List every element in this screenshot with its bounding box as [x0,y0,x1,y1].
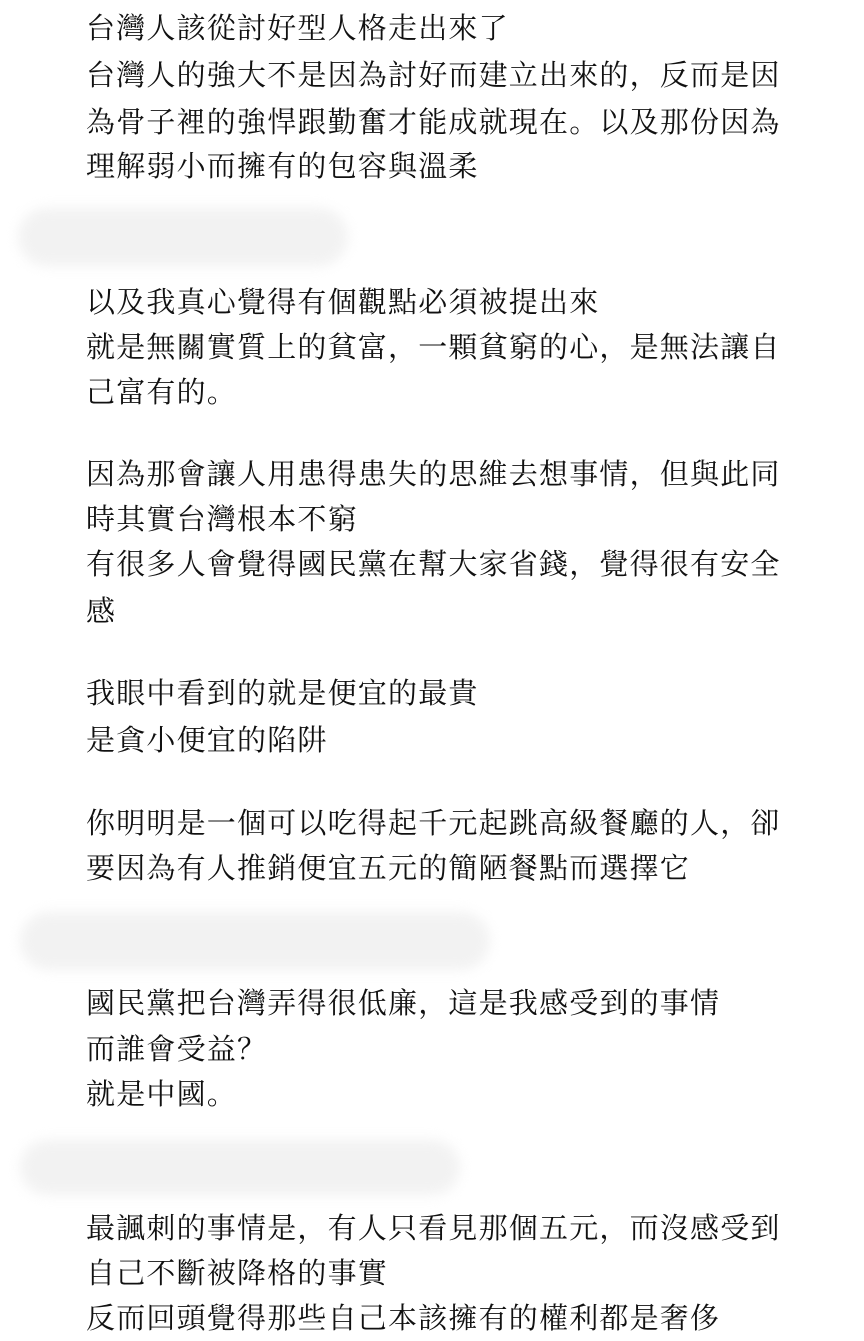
text-line: 你明明是一個可以吃得起千元起跳高級餐廳的人，卻 [86,806,781,840]
text-line: 為骨子裡的強悍跟勤奮才能成就現在。以及那份因為 [86,105,781,139]
redacted-smudge [20,1140,460,1195]
text-line: 是貪小便宜的陷阱 [86,723,328,757]
redacted-smudge [20,912,490,970]
text-line: 有很多人會覺得國民黨在幫大家省錢，覺得很有安全 [86,547,781,581]
text-line: 以及我真心覺得有個觀點必須被提出來 [86,285,600,319]
text-line: 就是無關實質上的貧富，一顆貧窮的心，是無法讓自 [86,330,781,364]
text-line: 台灣人的強大不是因為討好而建立出來的，反而是因 [86,58,781,92]
text-line: 國民黨把台灣弄得很低廉，這是我感受到的事情 [86,986,721,1020]
text-line: 反而回頭覺得那些自己本該擁有的權利都是奢侈 [86,1301,721,1335]
text-line: 而誰會受益？ [86,1032,268,1066]
text-line: 最諷刺的事情是，有人只看見那個五元，而沒感受到 [86,1211,781,1245]
text-line: 就是中國。 [86,1077,238,1111]
text-line: 自己不斷被降格的事實 [86,1256,389,1290]
text-line: 時其實台灣根本不窮 [86,502,358,536]
text-line: 要因為有人推銷便宜五元的簡陋餐點而選擇它 [86,851,691,885]
text-line: 理解弱小而擁有的包容與溫柔 [86,149,479,183]
redacted-smudge [18,208,348,266]
text-line: 我眼中看到的就是便宜的最貴 [86,676,479,710]
text-line: 台灣人該從討好型人格走出來了 [86,11,509,45]
text-line: 己富有的。 [86,375,238,409]
text-line: 感 [86,594,117,628]
text-line: 因為那會讓人用患得患失的思維去想事情，但與此同 [86,457,781,491]
